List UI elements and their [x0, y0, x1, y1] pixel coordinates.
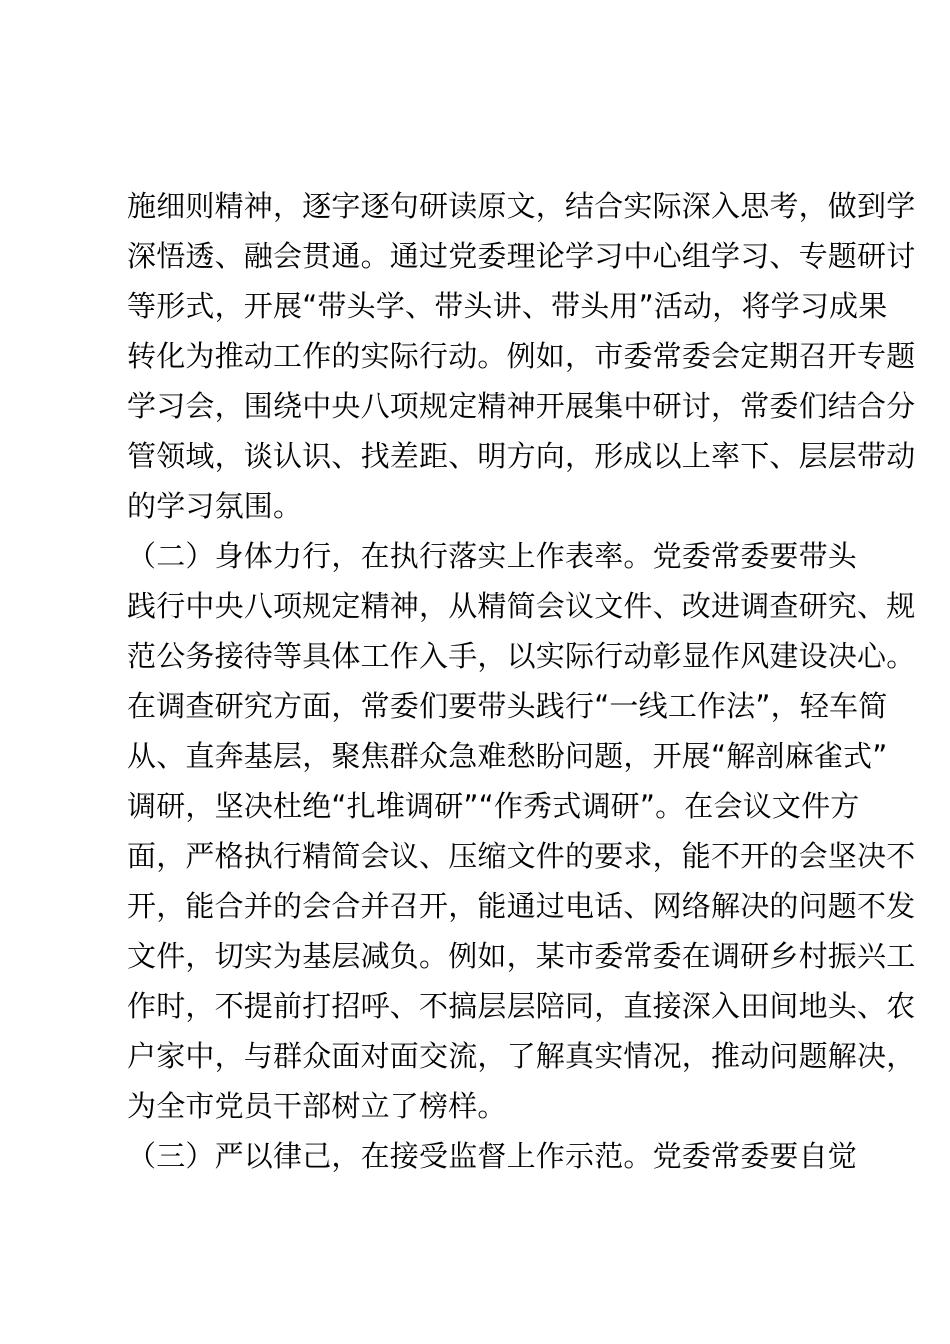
body-text — [127, 181, 916, 1181]
text-line: 学习会，围绕中央八项规定精神开展集中研讨，常委们结合分 — [127, 389, 916, 423]
text-line: 等形式，开展“带头学、带头讲、带头用”活动，将学习成果 — [127, 289, 888, 323]
text-line: 的学习氛围。 — [127, 489, 303, 523]
text-line: 范公务接待等具体工作入手，以实际行动彰显作风建设决心。 — [127, 639, 916, 673]
text-line: 深悟透、融会贯通。通过党委理论学习中心组学习、专题研讨 — [127, 239, 916, 273]
text-line: 从、直奔基层，聚焦群众急难愁盼问题，开展“解剖麻雀式” — [127, 739, 888, 773]
text-line: 面，严格执行精简会议、压缩文件的要求，能不开的会坚决不 — [127, 839, 916, 873]
text-line: 调研，坚决杜绝“扎堆调研”“作秀式调研”。在会议文件方 — [127, 789, 860, 823]
text-line: 作时，不提前打招呼、不搞层层陪同，直接深入田间地头、农 — [127, 989, 916, 1023]
paragraph-2 — [127, 531, 916, 1131]
text-line: （二）身体力行，在执行落实上作表率。党委常委要带头 — [127, 539, 858, 573]
text-line: 户家中，与群众面对面交流，了解真实情况，推动问题解决， — [127, 1039, 916, 1073]
text-line: 管领域，谈认识、找差距、明方向，形成以上率下、层层带动 — [127, 439, 916, 473]
paragraph-1 — [127, 181, 916, 531]
paragraph-3 — [127, 1131, 858, 1181]
text-line: 为全市党员干部树立了榜样。 — [127, 1089, 507, 1123]
text-line: 施细则精神，逐字逐句研读原文，结合实际深入思考，做到学 — [127, 189, 916, 223]
text-line: 开，能合并的会合并召开，能通过电话、网络解决的问题不发 — [127, 889, 916, 923]
text-line: 践行中央八项规定精神，从精简会议文件、改进调查研究、规 — [127, 589, 916, 623]
text-line: 在调查研究方面，常委们要带头践行“一线工作法”，轻车简 — [127, 689, 888, 723]
text-line: 文件，切实为基层减负。例如，某市委常委在调研乡村振兴工 — [127, 939, 916, 973]
text-line: 转化为推动工作的实际行动。例如，市委常委会定期召开专题 — [127, 339, 916, 373]
text-line: （三）严以律己，在接受监督上作示范。党委常委要自觉 — [127, 1139, 858, 1173]
